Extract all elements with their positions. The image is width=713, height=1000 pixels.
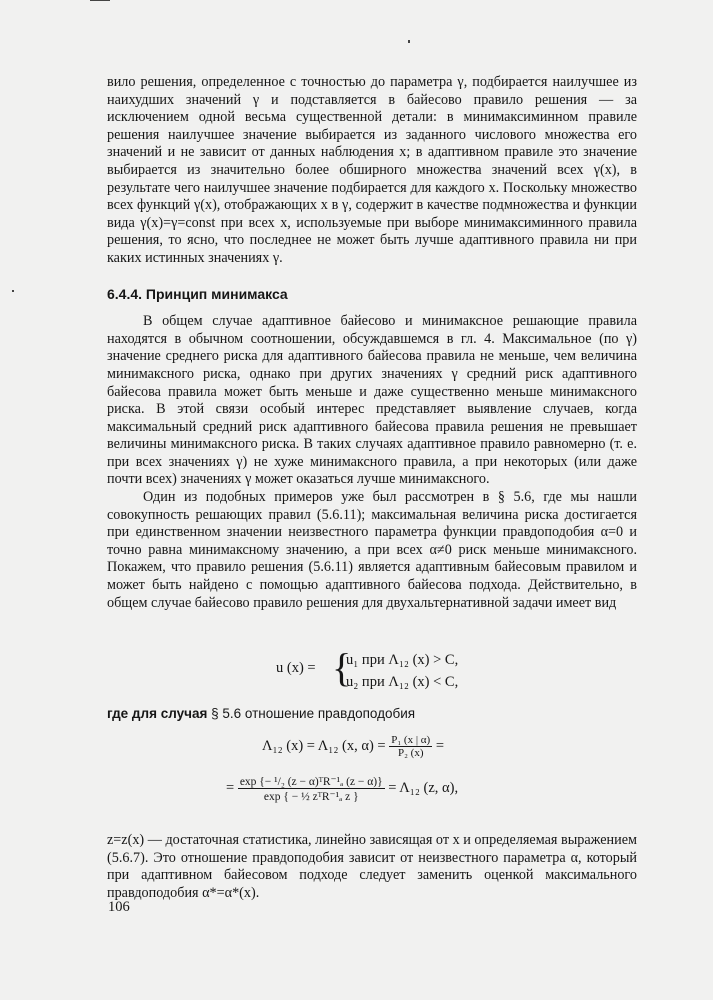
- section-heading: 6.4.4. Принцип минимакса: [107, 285, 288, 302]
- paragraph-minimax-principle: В общем случае адаптивное байесово и минимаксное решающие правила находятся в обычном соотношении, обсуждавшемся в гл. 4. Максимальное (по γ) значение среднего риска для адаптивного байесова правила не меньше, чем величина минимаксного риска, однако при других значениях γ средний риск адаптивного байесова правила может быть меньше и даже существенно меньше минимаксного риска. В этой связи особый интерес представляет выявление случаев, когда максимальный средний риск адаптивного байесова правила решения не превышает величины минимаксного риска. В таких случаях адаптивное правило равномерно (т. е. при всех значениях γ) не хуже минимаксного правила, а при некоторых (или даже почти всех) значениях γ может оказаться лучше минимаксного.: [107, 313, 637, 488]
- formula2-line1-fraction: [389, 734, 432, 759]
- paragraph-sufficient-statistic: z=z(x) — достаточная статистика, линейно зависящая от x и определяемая выражением (5.6.7). Это отношение правдоподобия зависит от неизвестного параметра α, который при адаптивном байесовом подходе следует заменить оценкой максимального правдоподобия α*=α*(x).: [107, 832, 637, 901]
- formula1-case1: u₁ при Λ₁₂ (x) > C,: [346, 652, 459, 668]
- formula2-line1-end: =: [435, 737, 445, 754]
- bottom-text-block: [107, 832, 637, 902]
- formula1-brace: {: [332, 645, 352, 690]
- scan-speck-left: [12, 290, 14, 292]
- formula2-line1-denominator: P₂ (x): [397, 747, 424, 759]
- formula1-lhs: u (x) =: [276, 660, 316, 676]
- formula2-line1: [262, 734, 444, 759]
- where-line: [107, 706, 415, 721]
- formula2-line2-end: = Λ₁₂ (z, α),: [388, 779, 459, 796]
- formula1-case2: u₂ при Λ₁₂ (x) < C,: [346, 674, 459, 690]
- paragraph-example: Один из подобных примеров уже был рассмотрен в § 5.6, где мы нашли совокупность решающих правил (5.6.11); максимальная величина риска достигается при единственном значении неизвестного параметра функции правдоподобия α=0 и точно равна минимаксному значению, а при всех α≠0 риск меньше минимаксного. Покажем, что правило решения (5.6.11) является адаптивным байесовым правилом и может быть найдено с помощью адаптивного байесова подхода. Действительно, в общем случае байесово правило решения для двухальтернативной задачи имеет вид: [107, 489, 637, 611]
- formula2-line2-fraction: [238, 774, 385, 803]
- where-bold: где для случая: [107, 706, 208, 721]
- scan-speck-top: [90, 0, 110, 1]
- scan-speck-right: [408, 40, 410, 43]
- formula2-line1-lhs: Λ₁₂ (x) = Λ₁₂ (x, α) =: [262, 737, 386, 754]
- where-rest: § 5.6 отношение правдоподобия: [211, 706, 416, 721]
- formula2-line2: [226, 774, 458, 803]
- formula2-line2-numerator: exp {− ¹/₂ (z − α)ᵀR⁻¹ₐ (z − α)}: [239, 776, 383, 788]
- formula2-line1-numerator: P₁ (x | α): [391, 734, 431, 746]
- page-number: 106: [108, 899, 130, 915]
- paragraph-continuation: вило решения, определенное с точностью до параметра γ, подбирается наилучшее из наихудших значений γ и подставляется в байесово правило решения — за исключением одной весьма существенной детали: в минимаксиминном правиле решения наилучшее значение выбирается из заданного числового множества его значений и не зависит от данных наблюдения x; в адаптивном правиле это значение выбирается из значительно более обширного множества значений всех γ(x), в результате чего наилучшее значение подбирается для каждого x. Поскольку множество всех функций γ(x), отображающих x в γ, содержит в качестве подмножества и функции вида γ(x)=γ=const при всех x, используемые при выборе минимаксиминного правила решения, то ясно, что последнее не может быть лучше адаптивного правила ни при каких истинных значениях γ.: [107, 74, 637, 266]
- formula2-line2-start: =: [226, 779, 235, 796]
- main-text-block: [107, 74, 637, 612]
- formula2-line2-denominator: exp { − ½ zᵀR⁻¹ₐ z }: [263, 791, 359, 803]
